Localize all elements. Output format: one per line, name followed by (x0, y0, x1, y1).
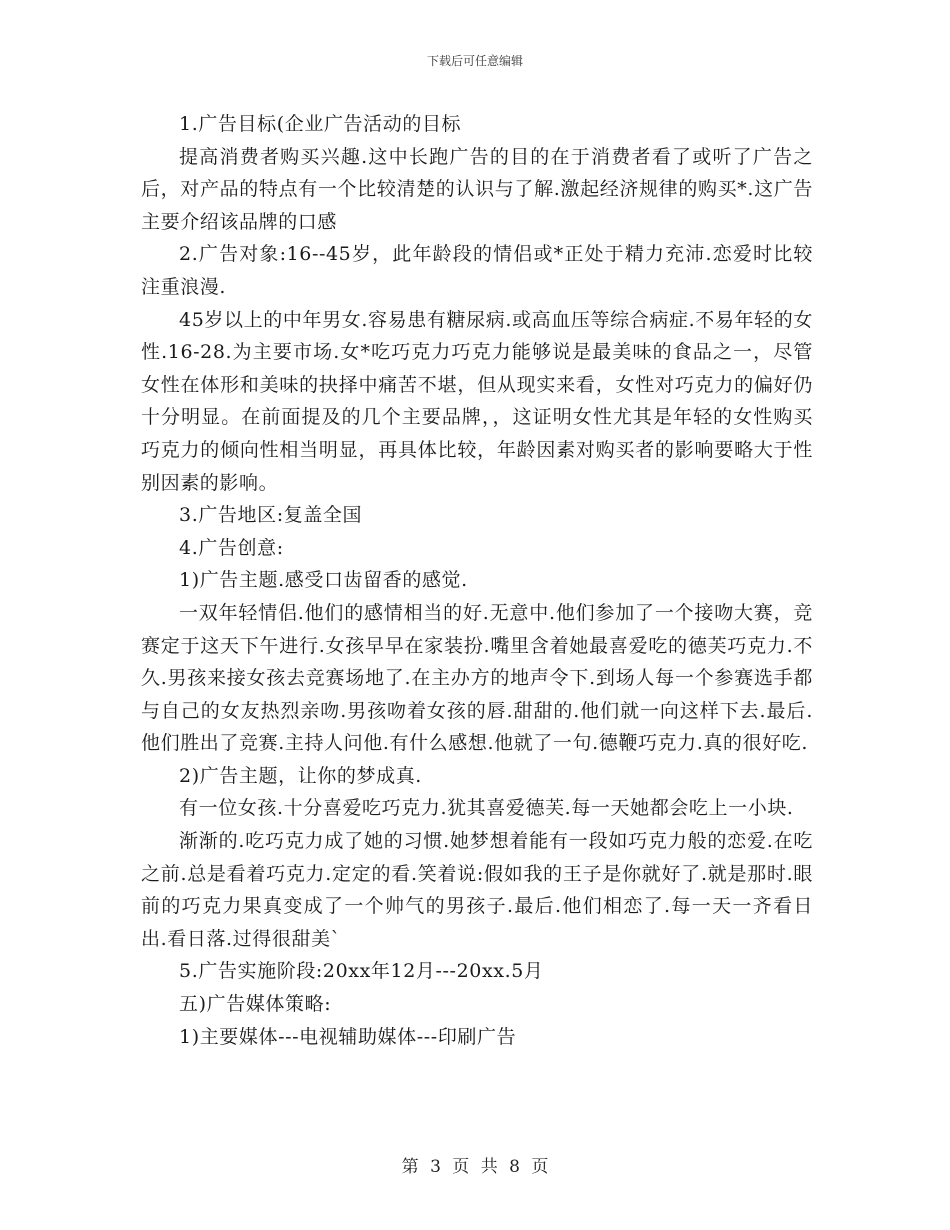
paragraph-implementation-phase: 5.广告实施阶段:20xx年12月---20xx.5月 (179, 960, 544, 983)
paragraph-audience-detail: 45岁以上的中年男女.容易患有糖尿病.或高血压等综合病症.不易年轻的女性.16-28.为主要市场.女*吃巧克力巧克力能够说是最美味的食品之一，尽管女性在体形和美味的抉择中痛苦不堪，但从现实来看，女性对巧克力的偏好仍十分明显。在前面提及的几个主要品牌，，这证明女性尤其是年轻的女性购买巧克力的倾向性相当明显，再具体比较，年龄因素对购买者的影响要略大于性别因素的影响。 (141, 308, 813, 494)
paragraph-main-media: 1)主要媒体---电视辅助媒体---印刷广告 (179, 1025, 517, 1048)
paragraph-media-strategy-heading: 五)广告媒体策略: (179, 993, 332, 1016)
paragraph-ad-goal-text: 提高消费者购买兴趣.这中长跑广告的目的在于消费者看了或听了广告之后，对产品的特点有一个比较清楚的认识与了解.激起经济规律的购买*.这广告主要介绍该品牌的口感 (141, 145, 813, 233)
paragraph-story-1: 一双年轻情侣.他们的感情相当的好.无意中.他们参加了一个接吻大赛，竞赛定于这天下午进行.女孩早早在家装扮.嘴里含着她最喜爱吃的德芙巧克力.不久.男孩来接女孩去竞赛场地了.在主办方的地声令下.到场人每一个参赛选手都与自己的女友热烈亲吻.男孩吻着女孩的唇.甜甜的.他们就一向这样下去.最后.他们胜出了竞赛.主持人问他.有什么感想.他就了一句.德鞭巧克力.真的很好吃. (141, 601, 813, 755)
page-number: 第 3 页 共 8 页 (401, 1157, 549, 1177)
paragraph-ad-creative-heading: 4.广告创意: (179, 536, 284, 559)
paragraph-ad-audience: 2.广告对象:16--45岁，此年龄段的情侣或*正处于精力充沛.恋爱时比较注重浪漫. (141, 243, 813, 298)
paragraph-story-2a: 有一位女孩.十分喜爱吃巧克力.犹其喜爱德芙.每一天她都会吃上一小块. (179, 797, 794, 820)
paragraph-theme-2: 2)广告主题，让你的梦成真. (179, 764, 422, 787)
paragraph-theme-1: 1)广告主题.感受口齿留香的感觉. (179, 569, 468, 592)
page-header-note: 下载后可任意编辑 (426, 54, 523, 68)
paragraph-ad-region: 3.广告地区:复盖全国 (179, 504, 363, 527)
document-body (141, 108, 813, 1053)
paragraph-ad-goal-heading: 1.广告目标(企业广告活动的目标 (179, 113, 462, 135)
paragraph-story-2b: 渐渐的.吃巧克力成了她的习惯.她梦想着能有一段如巧克力般的恋爱.在吃之前.总是看着巧克力.定定的看.笑着说:假如我的王子是你就好了.就是那时.眼前的巧克力果真变成了一个帅气的男孩子.最后.他们相恋了.每一天一齐看日出.看日落.过得很甜美` (141, 830, 813, 950)
